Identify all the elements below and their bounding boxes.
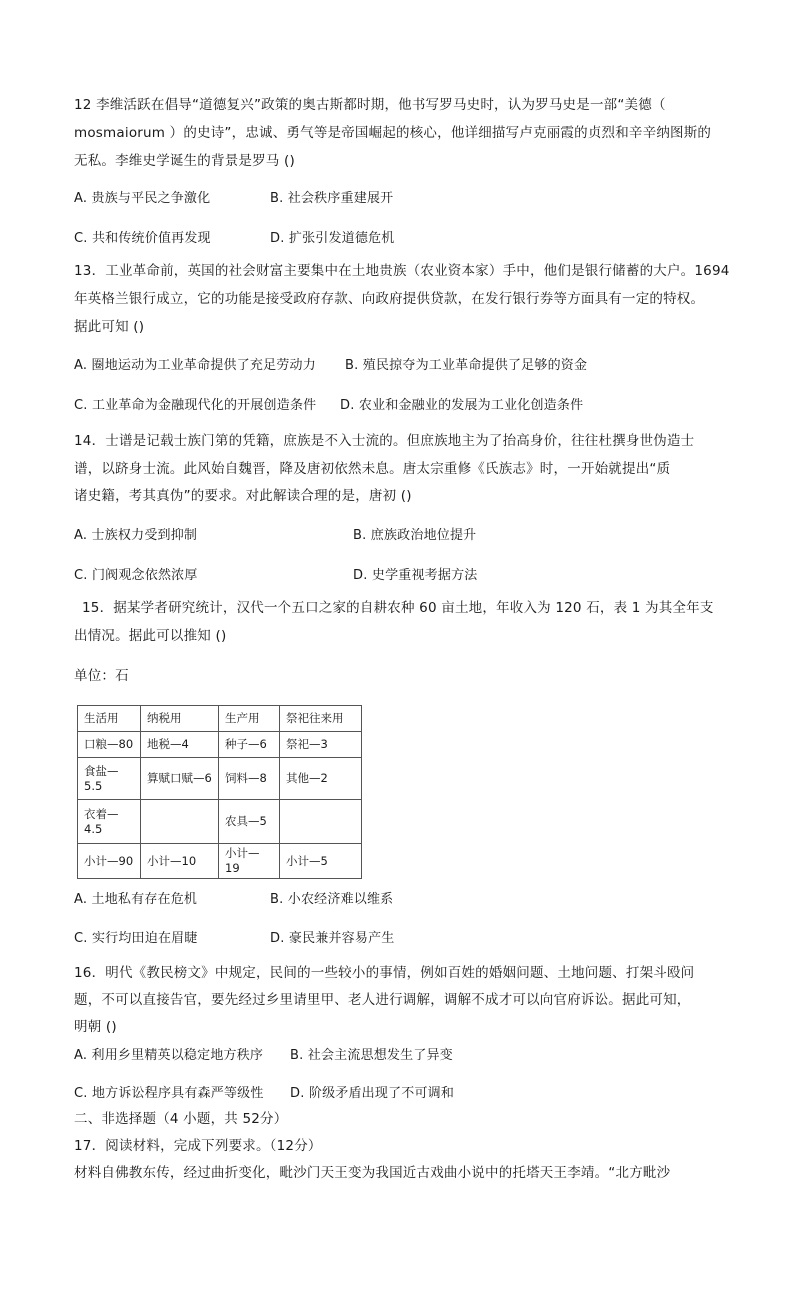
table-cell: 饲料—8 (219, 758, 280, 800)
table-header-row (78, 706, 362, 732)
table-header-cell: 祭祀往来用 (280, 706, 362, 732)
table-cell: 口粮—80 (78, 732, 141, 758)
q13-line1: 13．工业革命前，英国的社会财富主要集中在土地贵族（农业资本家）手中，他们是银行储蓄的大户。1694 (74, 263, 730, 279)
table-cell (280, 800, 362, 844)
q15-line1: 15．据某学者研究统计，汉代一个五口之家的自耕农种 60 亩土地，年收入为 120 石，表 1 为其全年支 (82, 600, 714, 616)
q14-line1: 14．士谱是记载士族门第的凭籍，庶族是不入士流的。但庶族地主为了抬高身价，往往杜撰身世伪造士 (74, 433, 695, 449)
q15-line2: 出情况。据此可以推知 () (74, 628, 227, 644)
q13-option-b[interactable]: B. 殖民掠夺为工业革命提供了足够的资金 (345, 358, 588, 373)
table-row (78, 732, 362, 758)
table-row (78, 758, 362, 800)
table-cell: 食盐—5.5 (78, 758, 141, 800)
table-header-cell: 纳税用 (141, 706, 219, 732)
q14-line3: 诸史籍，考其真伪”的要求。对此解读合理的是，唐初 () (74, 488, 412, 504)
section-heading: 二、非选择题（4 小题，共 52分） (74, 1111, 288, 1127)
q13-line2: 年英格兰银行成立，它的功能是接受政府存款、向政府提供贷款，在发行银行券等方面具有一定的特权。 (74, 291, 705, 307)
table-header-cell: 生活用 (78, 706, 141, 732)
table-cell: 小计—90 (78, 844, 141, 879)
q14-option-b[interactable]: B. 庶族政治地位提升 (353, 528, 477, 543)
q15-option-d[interactable]: D. 豪民兼并容易产生 (270, 931, 395, 946)
q12-option-d[interactable]: D. 扩张引发道德危机 (270, 231, 395, 246)
q17-line1: 17．阅读材料，完成下列要求。（12分） (74, 1138, 322, 1154)
expense-table (77, 705, 362, 879)
table-row (78, 844, 362, 879)
q14-line2: 谱，以跻身士流。此风始自魏晋，降及唐初依然未息。唐太宗重修《氏族志》时，一开始就提出“质 (74, 461, 671, 477)
table-cell (141, 800, 219, 844)
q16-line2: 题，不可以直接告官，要先经过乡里请里甲、老人进行调解，调解不成才可以向官府诉讼。据此可知， (74, 992, 691, 1008)
table-cell: 算赋口赋—6 (141, 758, 219, 800)
q14-option-d[interactable]: D. 史学重视考据方法 (353, 568, 478, 583)
q12-line3: 无私。李维史学诞生的背景是罗马 () (74, 153, 295, 169)
q16-option-d[interactable]: D. 阶级矛盾出现了不可调和 (290, 1086, 455, 1101)
table-cell: 小计—5 (280, 844, 362, 879)
table-header-cell: 生产用 (219, 706, 280, 732)
q12-option-a[interactable]: A. 贵族与平民之争激化 (74, 191, 211, 206)
q13-line3: 据此可知 () (74, 319, 145, 335)
table-cell: 小计—10 (141, 844, 219, 879)
q17-line2: 材料自佛教东传，经过曲折变化，毗沙门天王变为我国近古戏曲小说中的托塔天王李靖。“北方毗沙 (74, 1165, 671, 1181)
table-cell: 地税—4 (141, 732, 219, 758)
table-cell: 小计—19 (219, 844, 280, 879)
q16-line3: 明朝 () (74, 1019, 117, 1035)
q12-option-c[interactable]: C. 共和传统价值再发现 (74, 231, 211, 246)
table-cell: 种子—6 (219, 732, 280, 758)
q15-option-c[interactable]: C. 实行均田迫在眉睫 (74, 931, 198, 946)
q13-option-d[interactable]: D. 农业和金融业的发展为工业化创造条件 (340, 398, 584, 413)
q16-option-b[interactable]: B. 社会主流思想发生了异变 (290, 1048, 453, 1063)
table-cell: 农具—5 (219, 800, 280, 844)
q13-option-c[interactable]: C. 工业革命为金融现代化的开展创造条件 (74, 398, 317, 413)
q15-unit-label: 单位：石 (74, 668, 129, 684)
q12-option-b[interactable]: B. 社会秩序重建展开 (270, 191, 394, 206)
q16-line1: 16．明代《教民榜文》中规定，民间的一些较小的事情，例如百姓的婚姻问题、土地问题、打架斗殴问 (74, 965, 695, 981)
table-cell: 祭祀—3 (280, 732, 362, 758)
table-cell: 其他—2 (280, 758, 362, 800)
q16-option-c[interactable]: C. 地方诉讼程序具有森严等级性 (74, 1086, 264, 1101)
table-row (78, 800, 362, 844)
q12-line1: 12 李维活跃在倡导“道德复兴”政策的奥古斯都时期，他书写罗马史时，认为罗马史是一部“美德（ (74, 97, 666, 113)
q15-option-a[interactable]: A. 土地私有存在危机 (74, 892, 198, 907)
q16-option-a[interactable]: A. 利用乡里精英以稳定地方秩序 (74, 1048, 264, 1063)
q13-option-a[interactable]: A. 圈地运动为工业革命提供了充足劳动力 (74, 358, 316, 373)
table-cell: 衣着—4.5 (78, 800, 141, 844)
q14-option-a[interactable]: A. 士族权力受到抑制 (74, 528, 198, 543)
q15-option-b[interactable]: B. 小农经济难以维系 (270, 892, 394, 907)
q14-option-c[interactable]: C. 门阀观念依然浓厚 (74, 568, 198, 583)
q12-line2: mosmaiorum ）的史诗”，忠诚、勇气等是帝国崛起的核心，他详细描写卢克丽霞的贞烈和辛辛纳图斯的 (74, 125, 712, 141)
